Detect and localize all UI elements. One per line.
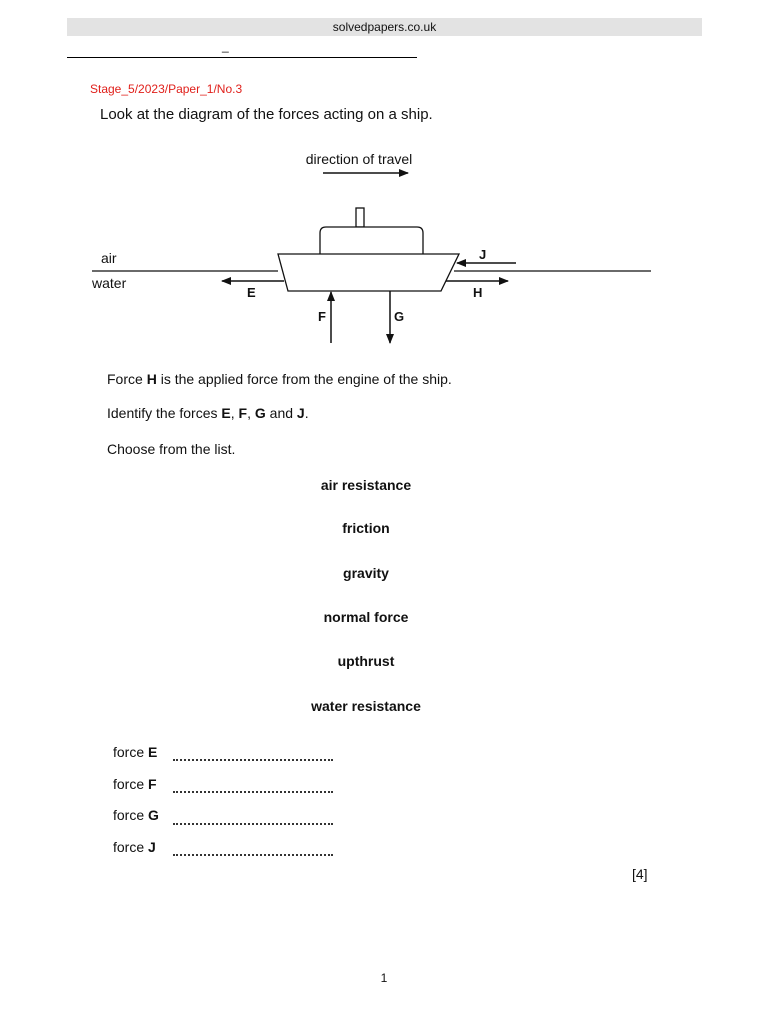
answer-line-G[interactable]: [173, 823, 333, 825]
choose-instruction: Choose from the list.: [107, 441, 236, 457]
option-item: gravity: [343, 565, 389, 581]
header-dash: _: [222, 39, 229, 53]
answer-line-F[interactable]: [173, 791, 333, 793]
question-reference: Stage_5/2023/Paper_1/No.3: [90, 82, 243, 96]
answer-label-J: [113, 838, 156, 856]
answer-letter: G: [148, 807, 159, 823]
identify-J: J: [296, 405, 305, 421]
ship-funnel: [356, 208, 364, 227]
air-label: air: [101, 250, 117, 266]
ship-cabin: [320, 227, 423, 254]
identify-line: [107, 404, 309, 422]
identify-sep: ,: [247, 405, 255, 421]
answer-label-G: [113, 806, 159, 824]
identify-E: E: [221, 405, 231, 421]
option-item: friction: [342, 520, 390, 536]
answer-prefix: force: [113, 807, 149, 823]
identify-F: F: [238, 405, 248, 421]
answer-line-J[interactable]: [173, 854, 333, 856]
force-F-label: F: [318, 309, 326, 324]
answer-prefix: force: [113, 744, 149, 760]
statement-text-end: is the applied force from the engine of the ship.: [156, 371, 452, 387]
page-number: 1: [380, 971, 388, 985]
answer-prefix: force: [113, 839, 149, 855]
answer-label-F: [113, 775, 157, 793]
header-rule: [67, 57, 417, 58]
force-E-label: E: [247, 285, 256, 300]
question-intro: Look at the diagram of the forces acting on a ship.: [100, 106, 433, 123]
option-item: normal force: [323, 609, 409, 625]
water-label: water: [92, 275, 127, 291]
answer-letter: E: [148, 744, 158, 760]
force-G-label: G: [394, 309, 405, 324]
identify-and: and: [265, 405, 297, 421]
site-header: solvedpapers.co.uk: [67, 18, 702, 36]
option-item: upthrust: [337, 653, 395, 669]
answer-letter: J: [148, 839, 156, 855]
statement-force: H: [146, 371, 157, 387]
force-H-label: H: [473, 285, 483, 300]
option-item: air resistance: [320, 477, 412, 493]
direction-label: direction of travel: [305, 151, 413, 167]
statement-line: [107, 370, 452, 388]
identify-end: .: [304, 405, 309, 421]
statement-text: Force: [107, 371, 147, 387]
answer-prefix: force: [113, 776, 149, 792]
ship-hull: [278, 254, 459, 291]
identify-text: Identify the forces: [107, 405, 222, 421]
marks-total: [4]: [632, 866, 648, 882]
answer-line-E[interactable]: [173, 759, 333, 761]
option-item: water resistance: [311, 698, 421, 714]
answer-label-E: [113, 743, 157, 761]
answer-letter: F: [148, 776, 157, 792]
force-J-label: J: [479, 247, 487, 262]
identify-sep: ,: [230, 405, 239, 421]
ship-forces-diagram: [0, 140, 768, 355]
identify-G: G: [254, 405, 266, 421]
